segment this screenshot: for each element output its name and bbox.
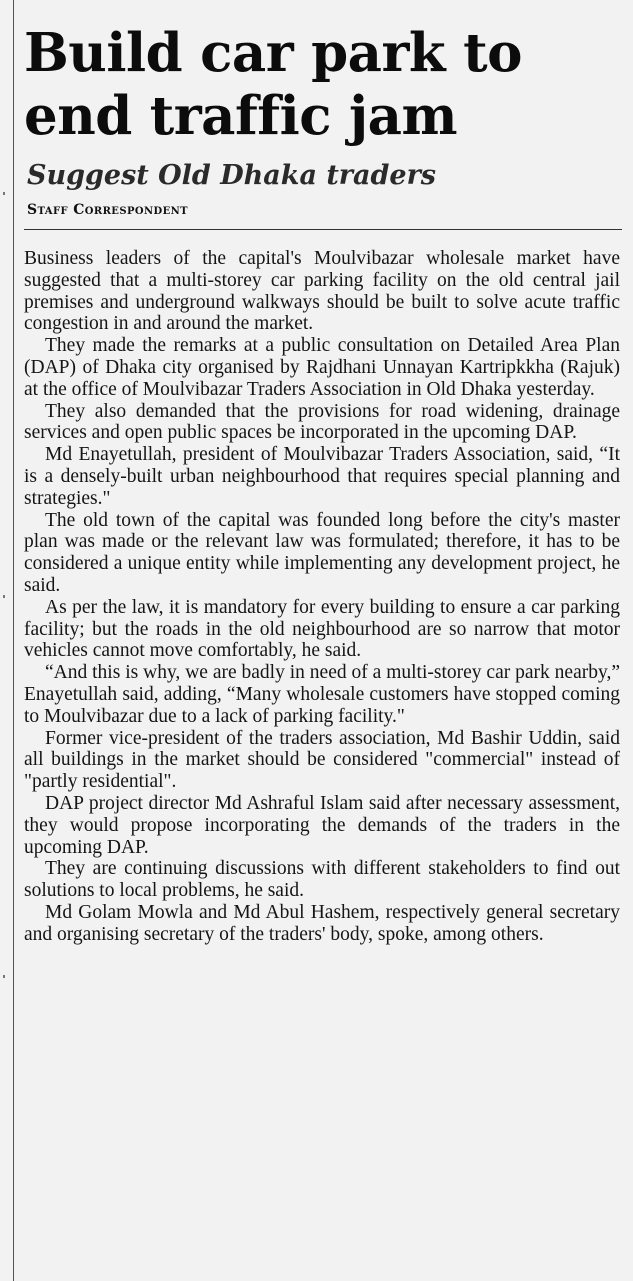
print-speck: [3, 595, 5, 598]
article-paragraph: The old town of the capital was founded long before the city's master plan was made or the relevant law was formulated; therefore, it has to be considered a unique entity while implementing any development project, he said.: [24, 509, 620, 596]
article-paragraph: Former vice-president of the traders association, Md Bashir Uddin, said all buildings in the market should be considered "commercial" instead of "partly residential".: [24, 727, 620, 793]
article-paragraph: They made the remarks at a public consultation on Detailed Area Plan (DAP) of Dhaka city organised by Rajdhani Unnayan Kartripkkha (Rajuk) at the office of Moulvibazar Traders Association in Old Dhaka yesterday.: [24, 335, 620, 400]
article-paragraph: DAP project director Md Ashraful Islam said after necessary assessment, they would propose incorporating the demands of the traders in the upcoming DAP.: [24, 792, 620, 858]
article-paragraph: Md Golam Mowla and Md Abul Hashem, respectively general secretary and organising secretary of the traders' body, spoke, among others.: [24, 901, 620, 945]
subheadline: Suggest Old Dhaka traders: [27, 160, 437, 191]
article-paragraph: They are continuing discussions with different stakeholders to find out solutions to local problems, he said.: [24, 858, 620, 902]
article-paragraph: They also demanded that the provisions for road widening, drainage services and open public spaces be incorporated in the upcoming DAP.: [24, 400, 620, 444]
column-rule: [13, 0, 14, 1281]
article-body: [24, 248, 620, 946]
article-paragraph: As per the law, it is mandatory for every building to ensure a car parking facility; but the roads in the old neighbourhood are so narrow that motor vehicles cannot move comfortably, he said.: [24, 596, 620, 662]
article-paragraph: Md Enayetullah, president of Moulvibazar Traders Association, said, “It is a densely-built urban neighbourhood that requires special planning and strategies.": [24, 444, 620, 509]
byline: Staff Correspondent: [27, 202, 189, 218]
news-article: [24, 22, 620, 946]
print-speck: [3, 192, 5, 195]
byline-divider: [24, 229, 622, 230]
print-speck: [3, 975, 5, 978]
headline: Build car park to end traffic jam: [24, 22, 522, 147]
article-paragraph: “And this is why, we are badly in need of a multi-storey car park nearby,” Enayetullah said, adding, “Many wholesale customers have stopped coming to Moulvibazar due to a lack of parking facility.": [24, 662, 620, 727]
article-paragraph: Business leaders of the capital's Moulvibazar wholesale market have suggested that a multi-storey car parking facility on the old central jail premises and underground walkways should be built to solve acute traffic congestion in and around the market.: [24, 248, 620, 335]
